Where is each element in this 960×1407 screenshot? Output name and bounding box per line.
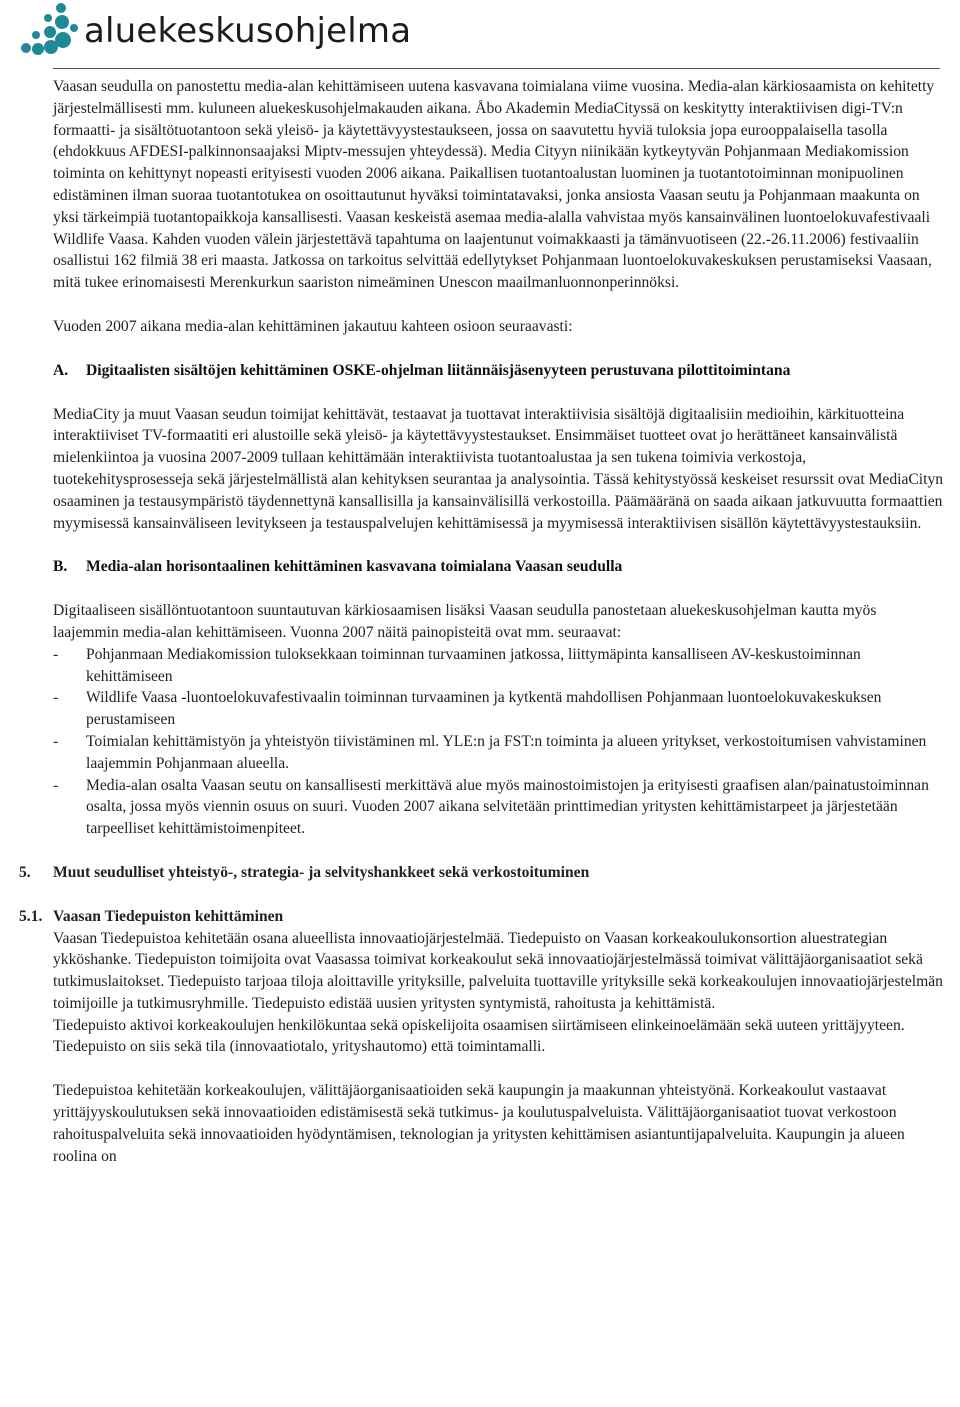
section-5-1-label: 5.1. [19, 907, 43, 925]
section-a-body: MediaCity ja muut Vaasan seudun toimijat kehittävät, testaavat ja tuottavat interaktiivisia sisältöjä digitaalisiin medioihin, kärkituotteina interaktiiviset TV-formaatiti eri alustoille sekä yleisö- ja käytettävyystestaukset. Ensimmäiset tuotteet ovat jo herättäneet kansainvälistä mielenkiintoa ja vuosina 2007-2009 tullaan kehittämään interaktiivista tuotantoalustaa ja sen tukena toimivia verkostoja, tuotekehitysprosesseja sekä järjestelmällistä alan kehityksen seurantaa ja analysointia. Tässä kehitystyössä keskeiset resurssit ovat MediaCityn osaaminen ja testausympäristö täydennettynä kansallisilla ja kansainvälisillä verkostoilla. Päämääränä on saada aikaan jatkuvuutta formaattien myymisessä kansainväliseen levitykseen ja testauspalvelujen kehittämisessä ja myymisessä interaktiivisen sisällön käytettävyystestauksiin. [53, 405, 944, 532]
logo [12, 2, 411, 58]
section-b-heading [53, 556, 945, 578]
section-a-label: A. [53, 361, 69, 379]
list-item: - Pohjanmaan Mediakomission tuloksekkaan toiminnan turvaaminen jatkossa, liittymäpinta kansalliseen AV-keskustoiminnan kehittämiseen [53, 645, 861, 685]
section-b-body: Digitaaliseen sisällöntuotantoon suuntautuvan kärkiosaamisen lisäksi Vaasan seudulla panostetaan aluekeskusohjelman kautta myös laajemmin media-alan kehittämiseen. Vuonna 2007 näitä painopisteitä ovat mm. seuraavat: [53, 602, 877, 641]
section-5-1-paragraph-2: Tiedepuisto aktivoi korkeakoulujen henkilökuntaa sekä opiskelijoita osaamisen siirtämiseen elinkeinoelämään sekä uuteen yrittäjyyteen. Tiedepuisto on siis sekä tila (innovaatiotalo, yrityshautomo) että toimintamalli. [53, 1016, 905, 1056]
list-item: - Wildlife Vaasa -luontoelokuvafestivaalin toiminnan turvaaminen ja kytkentä mahdollisen Pohjanmaan luontoelokuvakeskuksen perustamiseen [53, 689, 882, 729]
logo-dots-icon [12, 2, 80, 58]
section-5-label: 5. [19, 863, 31, 881]
section-5-1-paragraph-3: Tiedepuistoa kehitetään korkeakoulujen, välittäjäorganisaatioiden sekä kaupungin ja maakunnan yhteistyönä. Korkeakoulut vastaavat yrittäjyyskoulutuksen sekä innovaatioiden edistämisestä sekä tutkimus- ja koulutuspalveluista. Välittäjäorganisaatiot tuovat verkostoon rahoituspalveluita sekä innovaatioiden hyödyntämisen, teknologian ja yritysten kehittämisen asiantuntijapalveluita. Kaupungin ja alueen roolina on [53, 1082, 905, 1165]
section-5-1-title: Vaasan Tiedepuiston kehittäminen [53, 907, 284, 925]
section-a-title: Digitaalisten sisältöjen kehittäminen OSKE-ohjelman liitännäisjäsenyyteen perustuvana pilottitoimintana [86, 361, 791, 379]
section-a-heading [53, 360, 945, 382]
document-body [19, 76, 945, 1167]
list-item: - Toimialan kehittämistyön ja yhteistyön tiivistäminen ml. YLE:n ja FST:n toiminta ja alueen yritykset, verkostoitumisen vahvistaminen laajemmin Pohjanmaan alueella. [53, 732, 927, 772]
intro-paragraph: Vaasan seudulla on panostettu media-alan kehittämiseen uutena kasvavana toimialana viime vuosina. Media-alan kärkiosaamista on kehitetty järjestelmällisesti mm. kuluneen aluekeskusohjelmakauden aikana. Åbo Akademin MediaCityssä on keskitytty interaktiivisen digi-TV:n formaatti- ja sisältötuotantoon sekä yleisö- ja käytettävyystestaukseen, jossa on saavutettu hyviä tuloksia jopa eurooppalaisella tasolla (ehdokkuus AFDESI-palkinnonsaajaksi Miptv-messujen yhteydessä). Media Cityyn niinikään kytkeytyvän Pohjanmaan Mediakomission toiminta on kehittynyt nopeasti erityisesti vuoden 2006 aikana. Paikallisen tuotantoalustan luominen ja tuotantotoiminnan monipuolinen edistäminen ilman suoraa tuotantotukea on osoittautunut hyväksi toimintatavaksi, jonka ansiosta Vaasan seutu ja Pohjanmaan maakunta on yksi tärkeimpiä tuotantopaikkoja kansallisesti. Vaasan keskeistä asemaa media-alalla vahvistaa myös kansainvälinen luontoelokuvafestivaali Wildlife Vaasa. Kahden vuoden välein järjestettävä tapahtuma on laajentunut voimakkaasti ja tämänvuotiseen (22.-26.11.2006) festivaaliin osallistui 162 filmiä 38 eri maasta. Jatkossa on tarkoitus selvittää edellytykset Pohjanmaan luontoelokuvakeskuksen perustamiseksi Vaasaan, mitä tukee erinomaisesti Merenkurkun saariston nimeäminen Unescon maailmanluonnonperinnöksi. [53, 78, 935, 292]
section-b-label: B. [53, 558, 68, 576]
section-5-title: Muut seudulliset yhteistyö-, strategia- ja selvityshankkeet sekä verkostoituminen [53, 863, 590, 881]
section-5-1-paragraph-1: Vaasan Tiedepuistoa kehitetään osana alueellista innovaatiojärjestelmää. Tiedepuisto on Vaasan korkeakoulukonsortion aluestrategian ykköshanke. Tiedepuiston toimijoita ovat Vaasassa toimivat korkeakoulut sekä innovaatiojärjestelmässä toimivat välittäjäorganisaatiot sekä tutkimuslaitokset. Tiedepuisto tarjoaa tiloja aloittaville yrityksille, palveluita tuottaville yrityksille sekä korkeakoulujen innovaatiojärjestelmän toimijoille ja tutkimusryhmille. Tiedepuisto edistää uusien yritysten syntymistä, rahoitusta ja kehittämistä. [53, 929, 943, 1012]
header-divider [53, 68, 940, 69]
intro-lead: Vuoden 2007 aikana media-alan kehittäminen jakautuu kahteen osioon seuraavasti: [53, 317, 573, 335]
section-b-title: Media-alan horisontaalinen kehittäminen kasvavana toimialana Vaasan seudulla [86, 558, 623, 576]
section-5-heading [19, 862, 945, 884]
section-b-list [53, 644, 945, 840]
section-5-1-heading [19, 906, 945, 928]
list-item: - Media-alan osalta Vaasan seutu on kansallisesti merkittävä alue myös mainostoimistojen ja erityisesti graafisen alan/painatustoiminnan osalta, jossa myös viennin osuus on suuri. Vuoden 2007 aikana selvitetään printtimedian yritysten kehittämistarpeet ja järjestetään tarpeelliset kehittämistoimenpiteet. [53, 776, 929, 838]
logo-text: aluekeskusohjelma [84, 11, 412, 51]
